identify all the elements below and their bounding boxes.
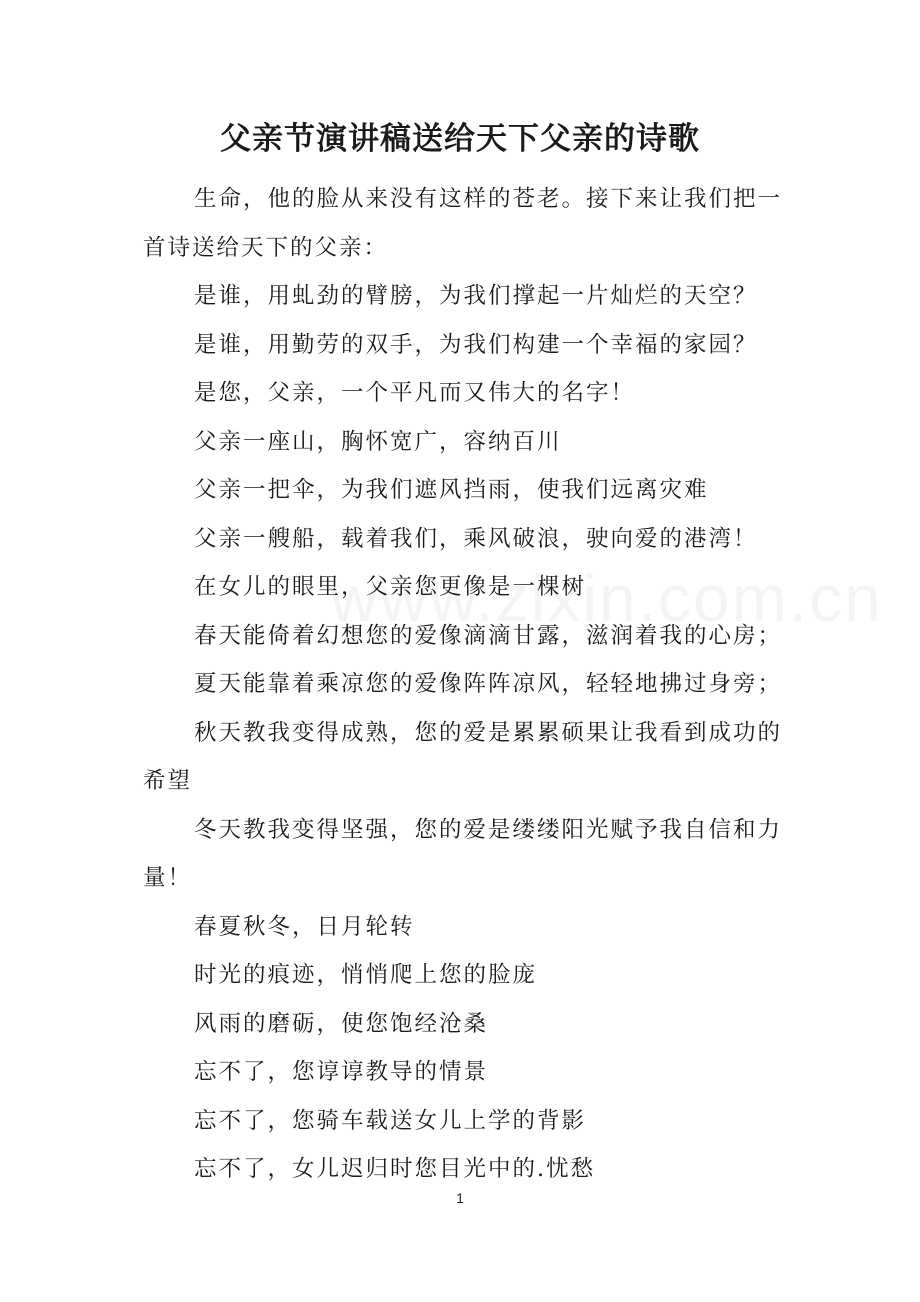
paragraph: 夏天能靠着乘凉您的爱像阵阵凉风，轻轻地拂过身旁； xyxy=(194,671,783,697)
paragraph: 是您，父亲，一个平凡而又伟大的名字！ xyxy=(194,380,636,406)
document-body xyxy=(143,175,783,1194)
page-number: 1 xyxy=(456,1190,464,1206)
paragraph: 春天能倚着幻想您的爱像滴滴甘露，滋润着我的心房； xyxy=(194,622,783,649)
paragraph: 秋天教我变得成熟，您的爱是累累硕果让我看到成功的希望 xyxy=(143,719,783,794)
paragraph: 父亲一艘船，载着我们，乘风破浪，驶向爱的港湾！ xyxy=(194,525,758,552)
paragraph: 父亲一座山，胸怀宽广，容纳百川 xyxy=(194,428,562,455)
paragraph: 冬天教我变得坚强，您的爱是缕缕阳光赋予我自信和力量！ xyxy=(143,816,783,891)
paragraph: 在女儿的眼里，父亲您更像是一棵树 xyxy=(194,574,587,600)
paragraph: 忘不了，您谆谆教导的情景 xyxy=(194,1059,489,1085)
paragraph: 忘不了，您骑车载送女儿上学的背影 xyxy=(194,1107,587,1134)
document-title: 父亲节演讲稿送给天下父亲的诗歌 xyxy=(220,121,700,157)
paragraph: 是谁，用虬劲的臂膀，为我们撑起一片灿烂的天空？ xyxy=(194,283,758,309)
paragraph: 忘不了，女儿迟归时您目光中的.忧愁 xyxy=(194,1156,596,1182)
paragraph: 是谁，用勤劳的双手，为我们构建一个幸福的家园？ xyxy=(194,331,758,358)
paragraph: 生命，他的脸从来没有这样的苍老。接下来让我们把一首诗送给天下的父亲： xyxy=(143,186,783,261)
paragraph: 时光的痕迹，悄悄爬上您的脸庞 xyxy=(194,962,538,988)
paragraph: 春夏秋冬，日月轮转 xyxy=(194,913,415,940)
paragraph: 父亲一把伞，为我们遮风挡雨，使我们远离灾难 xyxy=(194,477,709,503)
paragraph: 风雨的磨砺，使您饱经沧桑 xyxy=(194,1010,489,1037)
